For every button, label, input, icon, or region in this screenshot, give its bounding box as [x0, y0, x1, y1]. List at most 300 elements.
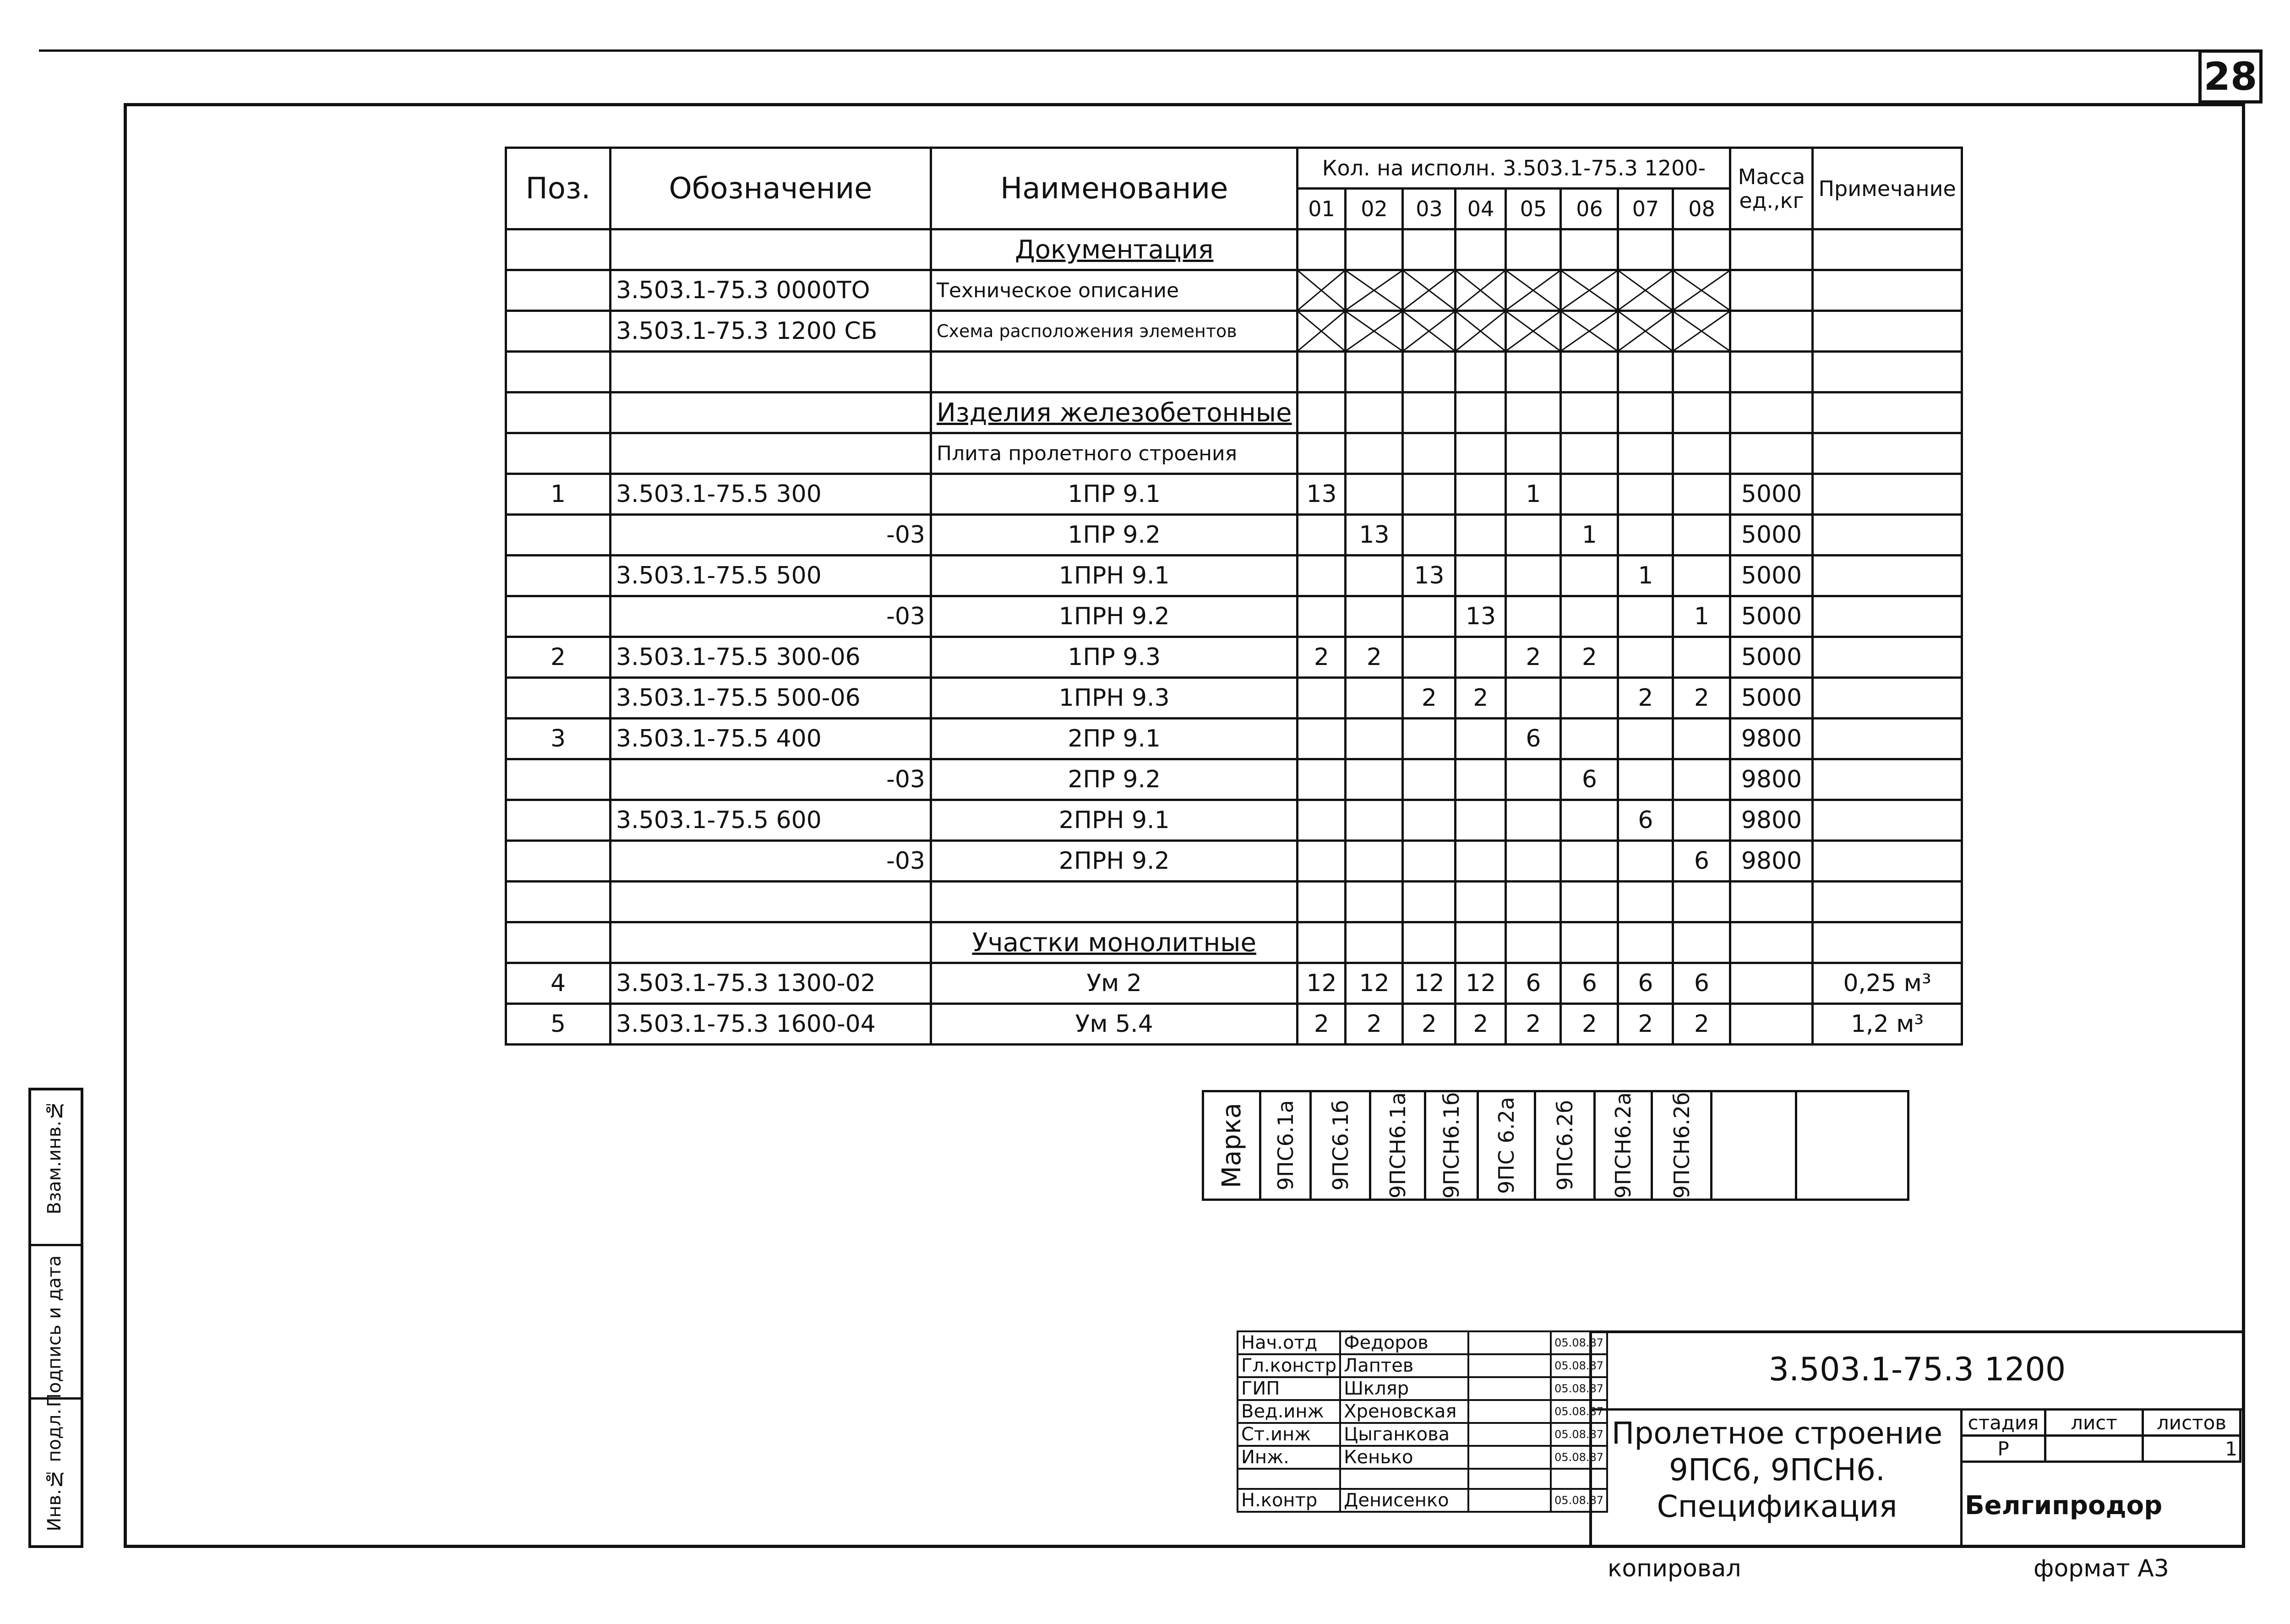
row-mass: 5000: [1730, 515, 1813, 556]
cross-cell: [1561, 311, 1618, 352]
marka-cell: [1478, 1091, 1535, 1200]
row-qty-3: [1403, 800, 1456, 841]
row-name: 1ПР 9.2: [931, 515, 1298, 556]
row-mass: [1730, 352, 1813, 392]
row-designation: [611, 392, 931, 433]
spec-row: [506, 1004, 1962, 1045]
spec-row: [506, 963, 1962, 1004]
row-mass: [1730, 963, 1813, 1004]
row-note: [1813, 392, 1962, 433]
row-mass: 5000: [1730, 678, 1813, 719]
row-qty-1: [1298, 515, 1346, 556]
row-qty-8: [1673, 392, 1730, 433]
row-designation: 3.503.1-75.5 500: [611, 556, 931, 596]
row-pos: [506, 352, 611, 392]
row-note: [1813, 474, 1962, 515]
signature-row: [1238, 1423, 1607, 1446]
row-note: [1813, 922, 1962, 963]
row-qty-5: 2: [1506, 637, 1561, 678]
marka-value-7: 9ПСН6.2а: [1611, 1092, 1636, 1199]
signatures-table: [1237, 1330, 1608, 1513]
row-pos: [506, 433, 611, 474]
row-qty-5: [1506, 841, 1561, 882]
row-pos: [506, 882, 611, 922]
row-qty-5: [1506, 922, 1561, 963]
spec-row: [506, 841, 1962, 882]
marka-value-8: 9ПСН6.2б: [1669, 1092, 1694, 1199]
header-note: Примечание: [1813, 148, 1962, 229]
row-designation: 3.503.1-75.5 600: [611, 800, 931, 841]
header-variant-7: 07: [1618, 189, 1673, 229]
row-qty-8: 1: [1673, 596, 1730, 637]
row-designation: [611, 352, 931, 392]
row-qty-6: [1561, 392, 1618, 433]
row-name: Техническое описание: [931, 270, 1298, 311]
spec-row: [506, 515, 1962, 556]
row-qty-4: [1456, 841, 1506, 882]
row-qty-6: 6: [1561, 963, 1618, 1004]
row-mass: 9800: [1730, 759, 1813, 800]
spec-row: [506, 678, 1962, 719]
stage-label: стадия: [1962, 1410, 2045, 1436]
row-qty-3: 2: [1403, 678, 1456, 719]
organization: Белгипродор: [1965, 1491, 2163, 1520]
signature-name: Лаптев: [1340, 1354, 1468, 1377]
marka-blank: [1796, 1091, 1908, 1200]
sheet-value: [2045, 1436, 2143, 1462]
row-qty-1: [1298, 392, 1346, 433]
side-stamp-cell-3: [31, 1397, 81, 1546]
row-note: [1813, 596, 1962, 637]
row-qty-1: [1298, 229, 1346, 270]
header-variant-2: 02: [1346, 189, 1403, 229]
row-qty-3: [1403, 922, 1456, 963]
row-qty-6: 1: [1561, 515, 1618, 556]
specification-table: [505, 147, 1963, 1046]
row-qty-1: 12: [1298, 963, 1346, 1004]
row-mass: 9800: [1730, 841, 1813, 882]
row-qty-2: 2: [1346, 1004, 1403, 1045]
row-pos: [506, 678, 611, 719]
row-qty-6: 2: [1561, 637, 1618, 678]
row-qty-1: 13: [1298, 474, 1346, 515]
row-qty-6: [1561, 678, 1618, 719]
title-line-1: Пролетное строение: [1611, 1416, 1943, 1451]
marka-cell: [1595, 1091, 1652, 1200]
cross-cell: [1346, 311, 1403, 352]
side-stamp: [28, 1088, 83, 1548]
row-qty-8: [1673, 229, 1730, 270]
spec-row: [506, 229, 1962, 270]
row-note: [1813, 352, 1962, 392]
spec-row: [506, 392, 1962, 433]
row-qty-5: 6: [1506, 719, 1561, 759]
row-qty-7: 2: [1618, 1004, 1673, 1045]
row-qty-8: [1673, 433, 1730, 474]
row-pos: 1: [506, 474, 611, 515]
row-name: 2ПР 9.1: [931, 719, 1298, 759]
row-qty-2: 12: [1346, 963, 1403, 1004]
row-qty-6: 2: [1561, 1004, 1618, 1045]
spec-row: [506, 596, 1962, 637]
signature-role: Н.контр: [1238, 1489, 1340, 1512]
spec-row: [506, 637, 1962, 678]
row-designation: -03: [611, 515, 931, 556]
row-designation: 3.503.1-75.3 1600-04: [611, 1004, 931, 1045]
row-qty-8: 2: [1673, 678, 1730, 719]
signature-sign: [1468, 1400, 1551, 1423]
marka-value-5: 9ПС 6.2а: [1494, 1097, 1519, 1194]
sheets-label: листов: [2143, 1410, 2241, 1436]
row-mass: 5000: [1730, 596, 1813, 637]
row-mass: 5000: [1730, 637, 1813, 678]
signature-role: Гл.констр: [1238, 1354, 1340, 1377]
signature-row: [1238, 1377, 1607, 1400]
marka-value-4: 9ПСН6.1б: [1439, 1092, 1464, 1199]
cross-cell: [1456, 311, 1506, 352]
signature-row: [1238, 1489, 1607, 1512]
row-qty-3: [1403, 229, 1456, 270]
signature-row: [1238, 1331, 1607, 1354]
row-qty-6: [1561, 922, 1618, 963]
cross-cell: [1618, 270, 1673, 311]
row-qty-3: [1403, 352, 1456, 392]
signature-name: Хреновская: [1340, 1400, 1468, 1423]
row-qty-5: [1506, 229, 1561, 270]
cross-cell: [1298, 270, 1346, 311]
row-name: 1ПР 9.1: [931, 474, 1298, 515]
signature-sign: [1468, 1489, 1551, 1512]
signature-name: Кенько: [1340, 1446, 1468, 1469]
row-qty-6: [1561, 596, 1618, 637]
row-qty-2: 13: [1346, 515, 1403, 556]
row-note: [1813, 719, 1962, 759]
row-name: 2ПРН 9.1: [931, 800, 1298, 841]
row-qty-8: 6: [1673, 841, 1730, 882]
row-note: [1813, 637, 1962, 678]
row-name: 1ПРН 9.3: [931, 678, 1298, 719]
row-qty-8: [1673, 719, 1730, 759]
row-qty-5: [1506, 392, 1561, 433]
row-pos: [506, 759, 611, 800]
row-qty-2: [1346, 229, 1403, 270]
row-mass: 5000: [1730, 556, 1813, 596]
signature-role: Ст.инж: [1238, 1423, 1340, 1446]
row-name: Схема расположения элементов: [931, 311, 1298, 352]
row-qty-1: [1298, 800, 1346, 841]
row-designation: 3.503.1-75.5 300-06: [611, 637, 931, 678]
marka-cell: [1425, 1091, 1478, 1200]
marka-label: Марка: [1216, 1102, 1247, 1188]
row-qty-3: [1403, 515, 1456, 556]
row-qty-4: 2: [1456, 1004, 1506, 1045]
row-note: [1813, 800, 1962, 841]
row-note: 1,2 м³: [1813, 1004, 1962, 1045]
row-qty-3: 12: [1403, 963, 1456, 1004]
row-qty-4: [1456, 433, 1506, 474]
header-designation: Обозначение: [611, 148, 931, 229]
marka-value-6: 9ПС6.2б: [1552, 1100, 1577, 1191]
row-qty-6: [1561, 229, 1618, 270]
row-qty-6: [1561, 841, 1618, 882]
row-qty-8: [1673, 882, 1730, 922]
cross-cell: [1456, 270, 1506, 311]
row-qty-2: [1346, 882, 1403, 922]
row-pos: 3: [506, 719, 611, 759]
spec-row: [506, 759, 1962, 800]
signature-date: 05.08.87: [1551, 1423, 1607, 1446]
row-qty-2: [1346, 392, 1403, 433]
spec-row: [506, 270, 1962, 311]
row-designation: 3.503.1-75.3 1300-02: [611, 963, 931, 1004]
row-subsection-name: Плита пролетного строения: [931, 433, 1298, 474]
row-pos: [506, 311, 611, 352]
row-note: [1813, 882, 1962, 922]
marka-value-1: 9ПС6.1а: [1273, 1100, 1298, 1191]
cross-cell: [1673, 311, 1730, 352]
row-qty-5: [1506, 596, 1561, 637]
row-mass: [1730, 433, 1813, 474]
row-note: [1813, 433, 1962, 474]
row-designation: -03: [611, 596, 931, 637]
row-qty-4: [1456, 515, 1506, 556]
row-name: 2ПР 9.2: [931, 759, 1298, 800]
signature-row: [1238, 1469, 1607, 1489]
row-qty-3: [1403, 719, 1456, 759]
row-qty-4: 13: [1456, 596, 1506, 637]
row-qty-1: [1298, 841, 1346, 882]
title-line-3: Спецификация: [1657, 1489, 1897, 1524]
row-qty-3: [1403, 596, 1456, 637]
header-variant-8: 08: [1673, 189, 1730, 229]
spec-row: [506, 882, 1962, 922]
row-qty-5: [1506, 759, 1561, 800]
row-note: [1813, 515, 1962, 556]
signature-date: 05.08.87: [1551, 1489, 1607, 1512]
row-qty-2: [1346, 474, 1403, 515]
row-qty-2: [1346, 556, 1403, 596]
marka-cell: [1370, 1091, 1425, 1200]
row-qty-8: [1673, 352, 1730, 392]
row-qty-4: [1456, 229, 1506, 270]
stage-value: Р: [1962, 1436, 2045, 1462]
row-mass: 9800: [1730, 800, 1813, 841]
row-qty-2: [1346, 841, 1403, 882]
marka-cell: [1652, 1091, 1712, 1200]
signature-sign: [1468, 1469, 1551, 1489]
signature-sign: [1468, 1377, 1551, 1400]
row-qty-7: [1618, 474, 1673, 515]
cross-cell: [1403, 270, 1456, 311]
row-designation: 3.503.1-75.3 0000ТО: [611, 270, 931, 311]
row-designation: 3.503.1-75.5 400: [611, 719, 931, 759]
row-qty-3: 13: [1403, 556, 1456, 596]
row-pos: [506, 270, 611, 311]
row-section-name: Участки монолитные: [931, 922, 1298, 963]
row-qty-7: [1618, 922, 1673, 963]
row-qty-6: [1561, 474, 1618, 515]
row-pos: [506, 392, 611, 433]
row-designation: [611, 882, 931, 922]
row-qty-4: [1456, 637, 1506, 678]
row-qty-7: 6: [1618, 963, 1673, 1004]
spec-row: [506, 352, 1962, 392]
row-qty-5: [1506, 515, 1561, 556]
side-stamp-cell-1: [31, 1090, 81, 1244]
header-row-1: [506, 148, 1962, 189]
row-note: [1813, 759, 1962, 800]
sheet-label: лист: [2045, 1410, 2143, 1436]
signature-role: ГИП: [1238, 1377, 1340, 1400]
row-qty-3: [1403, 637, 1456, 678]
row-qty-2: [1346, 719, 1403, 759]
row-qty-5: [1506, 882, 1561, 922]
row-qty-8: [1673, 515, 1730, 556]
row-qty-3: [1403, 882, 1456, 922]
row-qty-3: [1403, 392, 1456, 433]
row-qty-4: [1456, 556, 1506, 596]
cross-cell: [1506, 270, 1561, 311]
row-qty-6: [1561, 433, 1618, 474]
row-qty-7: [1618, 515, 1673, 556]
row-qty-3: 2: [1403, 1004, 1456, 1045]
row-pos: 2: [506, 637, 611, 678]
row-qty-1: [1298, 433, 1346, 474]
row-qty-8: [1673, 556, 1730, 596]
row-qty-5: 6: [1506, 963, 1561, 1004]
row-note: [1813, 270, 1962, 311]
signature-name: Шкляр: [1340, 1377, 1468, 1400]
signature-name: Федоров: [1340, 1331, 1468, 1354]
signature-row: [1238, 1354, 1607, 1377]
row-qty-8: 2: [1673, 1004, 1730, 1045]
row-qty-5: [1506, 352, 1561, 392]
format-label: формат А3: [2034, 1555, 2169, 1582]
row-qty-1: [1298, 719, 1346, 759]
spec-row: [506, 474, 1962, 515]
row-qty-5: 2: [1506, 1004, 1561, 1045]
side-stamp-replace: Взам.инв.№: [44, 1100, 65, 1215]
signature-role: Нач.отд: [1238, 1331, 1340, 1354]
spec-row: [506, 556, 1962, 596]
row-designation: -03: [611, 759, 931, 800]
signature-sign: [1468, 1354, 1551, 1377]
row-qty-2: [1346, 433, 1403, 474]
row-mass: [1730, 882, 1813, 922]
row-designation: [611, 922, 931, 963]
signature-name: [1340, 1469, 1468, 1489]
row-mass: [1730, 922, 1813, 963]
row-mass: [1730, 1004, 1813, 1045]
row-designation: 3.503.1-75.5 300: [611, 474, 931, 515]
document-title: [1594, 1415, 1960, 1525]
row-qty-2: [1346, 678, 1403, 719]
row-pos: [506, 596, 611, 637]
cross-cell: [1673, 270, 1730, 311]
cross-cell: [1618, 311, 1673, 352]
marka-blank: [1712, 1091, 1796, 1200]
header-variant-6: 06: [1561, 189, 1618, 229]
row-note: [1813, 678, 1962, 719]
row-mass: [1730, 229, 1813, 270]
row-qty-8: [1673, 800, 1730, 841]
row-qty-7: 6: [1618, 800, 1673, 841]
row-qty-7: [1618, 882, 1673, 922]
top-border-line: [39, 49, 2198, 52]
row-designation: 3.503.1-75.5 500-06: [611, 678, 931, 719]
cross-cell: [1506, 311, 1561, 352]
signature-name: Денисенко: [1340, 1489, 1468, 1512]
signature-name: Цыганкова: [1340, 1423, 1468, 1446]
cross-cell: [1403, 311, 1456, 352]
row-mass: [1730, 392, 1813, 433]
row-name: [931, 882, 1298, 922]
row-qty-7: [1618, 392, 1673, 433]
row-qty-5: [1506, 800, 1561, 841]
row-qty-1: [1298, 556, 1346, 596]
row-pos: [506, 229, 611, 270]
header-name: Наименование: [931, 148, 1298, 229]
row-name: 1ПРН 9.1: [931, 556, 1298, 596]
row-note: [1813, 841, 1962, 882]
row-qty-2: [1346, 922, 1403, 963]
header-mass: Масса ед.,кг: [1730, 148, 1813, 229]
row-note: [1813, 229, 1962, 270]
row-qty-4: [1456, 474, 1506, 515]
row-qty-4: [1456, 759, 1506, 800]
marka-label-cell: [1203, 1091, 1260, 1200]
row-section-name: Документация: [931, 229, 1298, 270]
row-qty-6: [1561, 800, 1618, 841]
row-qty-7: [1618, 596, 1673, 637]
spec-row: [506, 719, 1962, 759]
row-qty-8: [1673, 922, 1730, 963]
sheets-value: 1: [2143, 1436, 2241, 1462]
row-qty-2: [1346, 352, 1403, 392]
row-mass: [1730, 311, 1813, 352]
row-qty-4: [1456, 882, 1506, 922]
signature-role: [1238, 1469, 1340, 1489]
row-designation: [611, 229, 931, 270]
row-pos: 4: [506, 963, 611, 1004]
row-qty-5: [1506, 433, 1561, 474]
document-number: 3.503.1-75.3 1200: [1768, 1351, 2066, 1388]
side-stamp-sign-date: Подпись и дата: [44, 1255, 65, 1407]
row-qty-8: [1673, 474, 1730, 515]
row-mass: 5000: [1730, 474, 1813, 515]
signature-date: [1551, 1469, 1607, 1489]
row-designation: 3.503.1-75.3 1200 СБ: [611, 311, 931, 352]
row-note: 0,25 м³: [1813, 963, 1962, 1004]
header-variant-4: 04: [1456, 189, 1506, 229]
row-qty-4: [1456, 352, 1506, 392]
signature-sign: [1468, 1423, 1551, 1446]
row-qty-3: [1403, 433, 1456, 474]
row-qty-2: [1346, 596, 1403, 637]
signature-sign: [1468, 1331, 1551, 1354]
marka-cell: [1260, 1091, 1311, 1200]
row-qty-6: [1561, 719, 1618, 759]
row-qty-1: 2: [1298, 1004, 1346, 1045]
row-qty-1: [1298, 678, 1346, 719]
row-qty-5: [1506, 556, 1561, 596]
side-stamp-cell-2: [31, 1244, 81, 1407]
row-qty-3: [1403, 759, 1456, 800]
spec-row: [506, 433, 1962, 474]
row-name: [931, 352, 1298, 392]
row-section-name: Изделия железобетонные: [931, 392, 1298, 433]
header-qty-group: Кол. на исполн. 3.503.1-75.3 1200-: [1298, 148, 1730, 189]
